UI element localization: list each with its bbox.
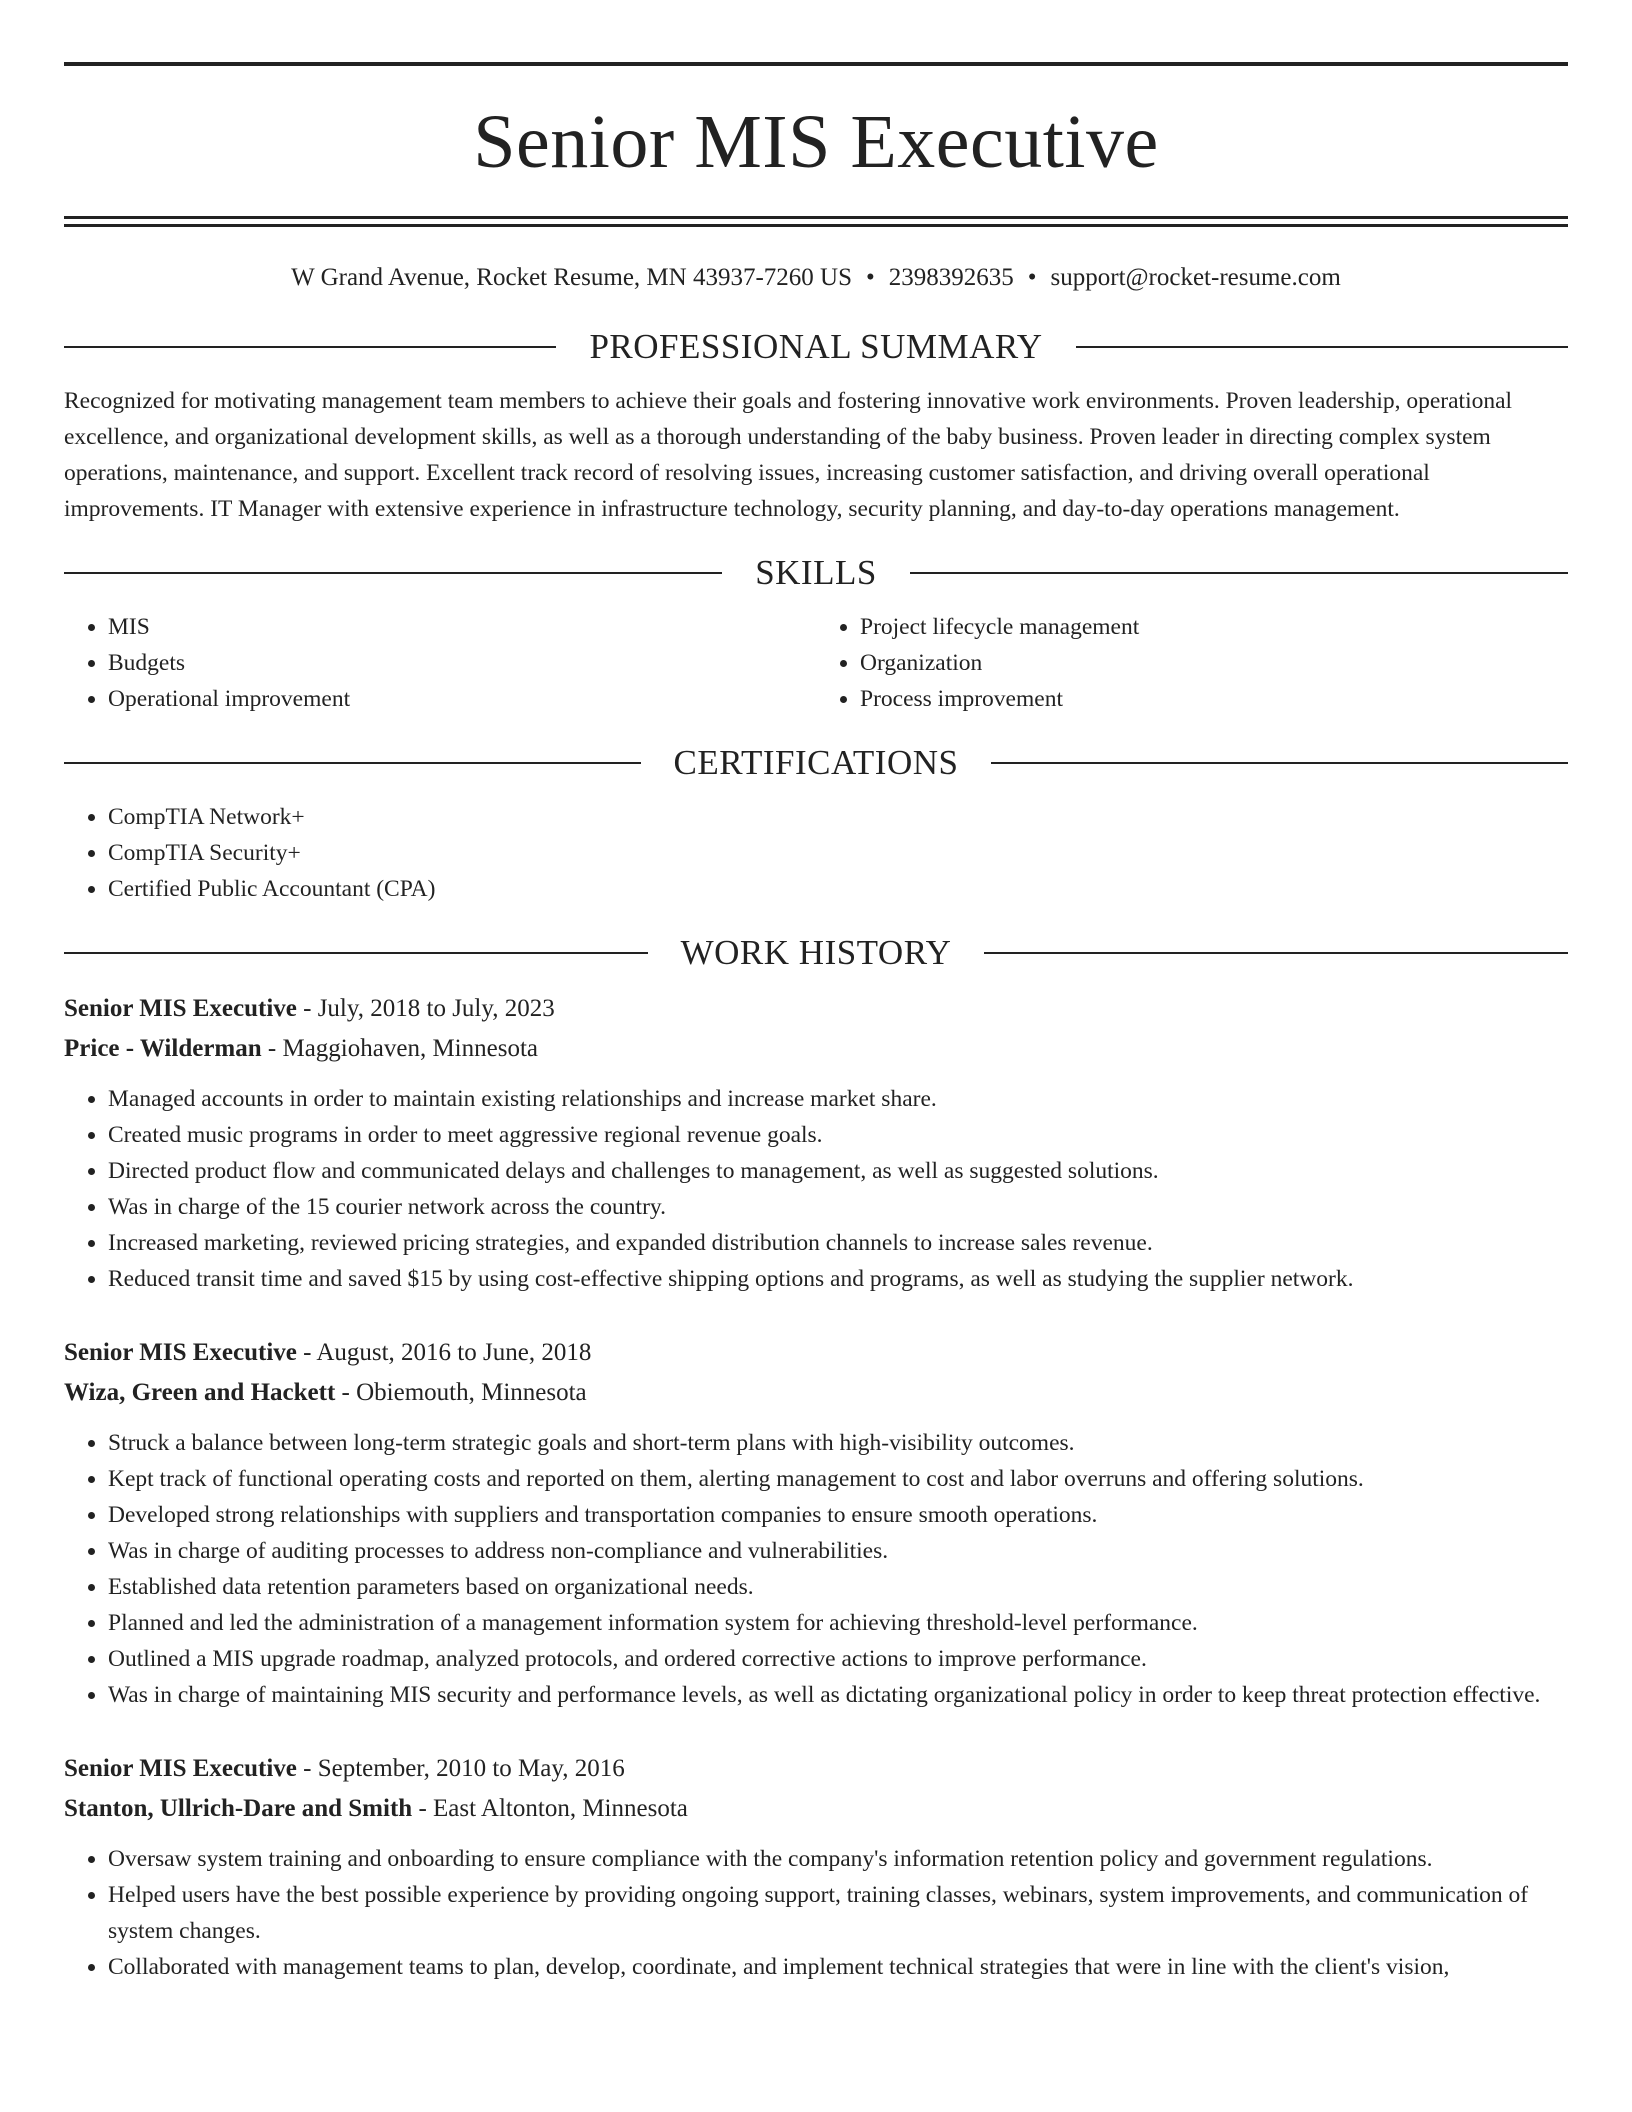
job-bullet: • Established data retention parameters based on organizational needs.: [108, 1569, 1568, 1605]
skills-column-right: [816, 609, 1568, 717]
job-company-line: [64, 1029, 1568, 1069]
certification-item: • CompTIA Security+: [108, 835, 1568, 871]
skill-item: • MIS: [108, 609, 816, 645]
job-bullet: • Outlined a MIS upgrade roadmap, analyzed protocols, and ordered corrective actions to improve performance.: [108, 1641, 1568, 1677]
double-rule: [64, 216, 1568, 227]
job-company: Price - Wilderman: [64, 1035, 262, 1062]
contact-separator: •: [865, 264, 875, 291]
job-role: Senior MIS Executive: [64, 1755, 297, 1782]
job-entry: [64, 989, 1568, 1297]
job-bullet: • Reduced transit time and saved $15 by using cost-effective shipping options and programs, as well as studying the supplier network.: [108, 1261, 1568, 1297]
section-header-certifications: [64, 741, 1568, 785]
job-role: Senior MIS Executive: [64, 1339, 297, 1366]
certification-item: • Certified Public Accountant (CPA): [108, 871, 1568, 907]
candidate-name: Senior MIS Executive: [473, 100, 1159, 184]
job-location: - Maggiohaven, Minnesota: [261, 1035, 538, 1062]
job-bullet: • Increased marketing, reviewed pricing strategies, and expanded distribution channels to increase sales revenue.: [108, 1225, 1568, 1261]
top-rule: [64, 62, 1568, 66]
skill-item: • Project lifecycle management: [860, 609, 1568, 645]
job-company-line: [64, 1373, 1568, 1413]
job-company: Stanton, Ullrich-Dare and Smith: [64, 1795, 413, 1822]
section-rule: [64, 572, 722, 574]
skill-item: • Organization: [860, 645, 1568, 681]
job-dates: - August, 2016 to June, 2018: [296, 1339, 592, 1366]
job-bullet: • Helped users have the best possible experience by providing ongoing support, training classes, webinars, system improvements, and communication of system changes.: [108, 1877, 1568, 1949]
job-title-line: [64, 1333, 1568, 1373]
job-bullet: • Kept track of functional operating costs and reported on them, alerting management to cost and labor overruns and offering solutions.: [108, 1461, 1568, 1497]
section-rule: [1076, 346, 1568, 348]
job-bullet: • Was in charge of the 15 courier network across the country.: [108, 1189, 1568, 1225]
job-bullet: • Struck a balance between long-term strategic goals and short-term plans with high-visibility outcomes.: [108, 1425, 1568, 1461]
section-rule: [991, 762, 1568, 764]
skill-item: • Operational improvement: [108, 681, 816, 717]
job-bullet: • Planned and led the administration of a management information system for achieving threshold-level performance.: [108, 1605, 1568, 1641]
section-title-skills: SKILLS: [755, 553, 877, 592]
job-bullet: • Created music programs in order to meet aggressive regional revenue goals.: [108, 1117, 1568, 1153]
skill-item: • Process improvement: [860, 681, 1568, 717]
job-bullet: • Oversaw system training and onboarding to ensure compliance with the company's information retention policy and government regulations.: [108, 1841, 1568, 1877]
skills-column-left: [64, 609, 816, 717]
section-title-work: WORK HISTORY: [680, 933, 952, 972]
certification-item: • CompTIA Network+: [108, 799, 1568, 835]
section-header-skills: [64, 551, 1568, 595]
section-rule: [64, 762, 641, 764]
section-rule: [64, 952, 648, 954]
section-rule: [984, 952, 1568, 954]
job-bullets: [64, 1841, 1568, 1985]
job-company: Wiza, Green and Hackett: [64, 1379, 336, 1406]
section-title-summary: PROFESSIONAL SUMMARY: [589, 327, 1043, 366]
contact-email: support@rocket-resume.com: [1050, 264, 1341, 291]
job-bullet: • Directed product flow and communicated delays and challenges to management, as well as suggested solutions.: [108, 1153, 1568, 1189]
contact-separator: •: [1027, 264, 1037, 291]
skills-list: [64, 609, 1568, 717]
job-entry: [64, 1749, 1568, 1985]
job-bullet: • Was in charge of maintaining MIS security and performance levels, as well as dictating organizational policy in order to keep threat protection effective.: [108, 1677, 1568, 1713]
job-role: Senior MIS Executive: [64, 995, 297, 1022]
job-dates: - July, 2018 to July, 2023: [296, 995, 555, 1022]
job-location: - East Altonton, Minnesota: [412, 1795, 688, 1822]
contact-line: [64, 263, 1568, 293]
job-company-line: [64, 1789, 1568, 1829]
contact-address: W Grand Avenue, Rocket Resume, MN 43937-7260 US: [291, 264, 852, 291]
job-title-line: [64, 989, 1568, 1029]
section-header-work: [64, 931, 1568, 975]
job-bullets: [64, 1081, 1568, 1297]
job-bullet: • Managed accounts in order to maintain existing relationships and increase market share.: [108, 1081, 1568, 1117]
certifications-list: [64, 799, 1568, 907]
section-rule: [64, 346, 556, 348]
section-rule: [910, 572, 1568, 574]
job-title-line: [64, 1749, 1568, 1789]
section-header-summary: [64, 325, 1568, 369]
job-entry: [64, 1333, 1568, 1713]
contact-phone: 2398392635: [888, 264, 1014, 291]
job-bullet: • Collaborated with management teams to plan, develop, coordinate, and implement technical strategies that were in line with the client's vision,: [108, 1949, 1568, 1985]
job-location: - Obiemouth, Minnesota: [335, 1379, 587, 1406]
resume-page: [64, 0, 1568, 1985]
section-title-certifications: CERTIFICATIONS: [673, 743, 959, 782]
job-bullet: • Was in charge of auditing processes to address non-compliance and vulnerabilities.: [108, 1533, 1568, 1569]
job-bullets: [64, 1425, 1568, 1713]
job-dates: - September, 2010 to May, 2016: [296, 1755, 625, 1782]
summary-text: Recognized for motivating management team members to achieve their goals and fostering innovative work environments. Proven leadership, operational excellence, and organizational development skills, as well as a thorough understanding of the baby business. Proven leader in directing complex system operations, maintenance, and support. Excellent track record of resolving issues, increasing customer satisfaction, and driving overall operational improvements. IT Manager with extensive experience in infrastructure technology, security planning, and day-to-day operations management.: [64, 388, 1513, 522]
skill-item: • Budgets: [108, 645, 816, 681]
job-bullet: • Developed strong relationships with suppliers and transportation companies to ensure smooth operations.: [108, 1497, 1568, 1533]
